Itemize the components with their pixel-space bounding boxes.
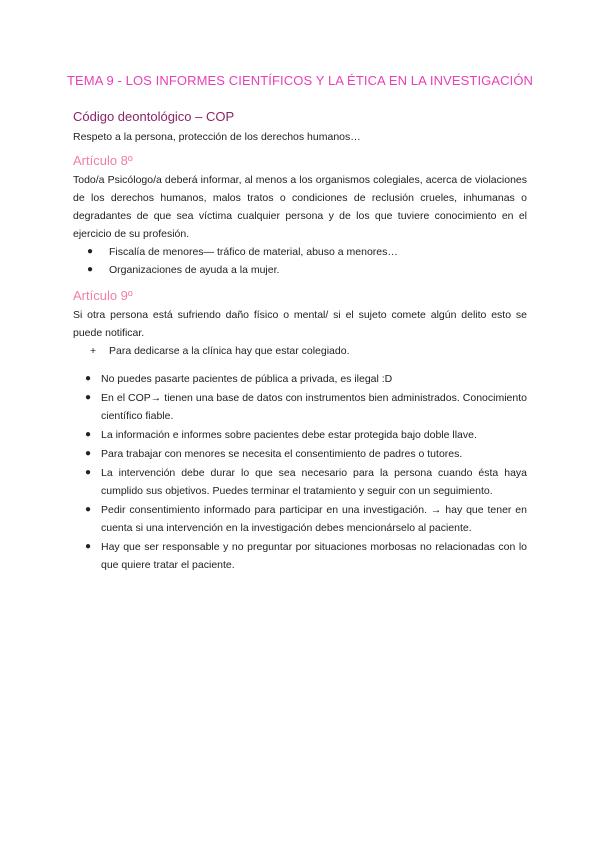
list-item [73, 389, 527, 425]
list-item-text: Pedir consentimiento informado para participar en una investigación. → hay que tener en cuenta si una intervención en la investigación debes mencionárselo al paciente. [101, 504, 527, 534]
article-8-list [73, 243, 527, 279]
list-item [73, 445, 527, 463]
bullet-icon: ● [87, 264, 94, 275]
list-item-text: Para trabajar con menores se necesita el consentimiento de padres o tutores. [101, 448, 463, 460]
notes-list [73, 370, 527, 574]
list-item-text: No puedes pasarte pacientes de pública a privada, es ilegal :D [101, 373, 393, 385]
list-item [73, 243, 527, 261]
list-item [73, 370, 527, 388]
article-8-text: Todo/a Psicólogo/a deberá informar, al menos a los organismos colegiales, acerca de violaciones de los derechos humanos, malos tratos o condiciones de reclusión crueles, inhumanas o degradantes de que sea víctima cualquier persona y de los que tuviere conocimiento en el ejercicio de su profesión. [73, 174, 527, 240]
article-9-list [73, 342, 527, 360]
list-item [73, 464, 527, 500]
list-item-text: Organizaciones de ayuda a la mujer. [109, 264, 280, 276]
bullet-icon: ● [85, 504, 92, 515]
plus-icon: + [90, 345, 97, 357]
list-item-text: La intervención debe durar lo que sea necesario para la persona cuando ésta haya cumplido sus objetivos. Puedes terminar el tratamiento y seguir con un seguimiento. [101, 467, 527, 497]
bullet-icon: ● [85, 448, 92, 459]
bullet-icon: ● [85, 467, 92, 478]
list-item-text: En el COP→ tienen una base de datos con instrumentos bien administrados. Conocimiento científico fiable. [101, 392, 527, 422]
list-item-text: La información e informes sobre pacientes debe estar protegida bajo doble llave. [101, 429, 477, 441]
bullet-icon: ● [87, 246, 94, 257]
list-item-text: Hay que ser responsable y no preguntar por situaciones morbosas no relacionadas con lo que quiere tratar el paciente. [101, 541, 527, 571]
bullet-icon: ● [85, 541, 92, 552]
section-intro: Respeto a la persona, protección de los derechos humanos… [73, 131, 361, 143]
list-item [73, 261, 527, 279]
bullet-icon: ● [85, 429, 92, 440]
bullet-icon: ● [85, 392, 92, 403]
document-title: TEMA 9 - LOS INFORMES CIENTÍFICOS Y LA ÉTICA EN LA INVESTIGACIÓN [66, 73, 534, 88]
list-item [73, 538, 527, 574]
list-item-text: Fiscalía de menores— tráfico de material, abuso a menores… [109, 246, 398, 258]
list-item [73, 342, 527, 360]
section-heading: Código deontológico – COP [73, 109, 235, 124]
article-9-heading: Artículo 9º [73, 288, 133, 303]
article-9-text: Si otra persona está sufriendo daño físico o mental/ si el sujeto comete algún delito esto se puede notificar. [73, 309, 527, 339]
list-item-text: Para dedicarse a la clínica hay que estar colegiado. [109, 345, 350, 357]
bullet-icon: ● [85, 373, 92, 384]
article-8-heading: Artículo 8º [73, 153, 133, 168]
list-item [73, 501, 527, 537]
list-item [73, 426, 527, 444]
document-content [73, 108, 527, 575]
